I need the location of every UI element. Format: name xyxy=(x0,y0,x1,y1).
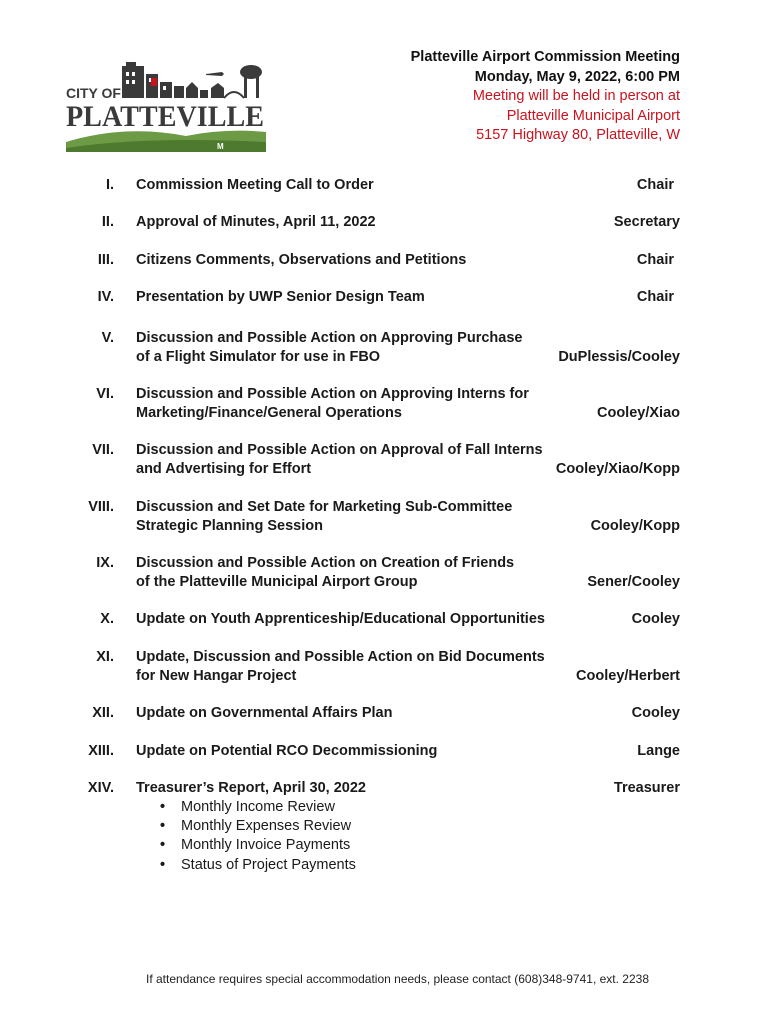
agenda-item-number: VIII. xyxy=(88,499,114,515)
agenda-item-number: XII. xyxy=(92,705,114,721)
agenda-item-title-line: Strategic Planning Session xyxy=(136,517,323,534)
city-logo xyxy=(66,62,266,152)
agenda-item-title-line: Marketing/Finance/General Operations xyxy=(136,404,402,421)
agenda-item-number: I. xyxy=(105,177,114,193)
agenda-item-title xyxy=(136,213,576,232)
agenda-item-title-line: Update on Youth Apprenticeship/Educational Opportunities xyxy=(136,611,545,627)
agenda-item-title xyxy=(136,176,576,195)
meeting-location-name: Platteville Municipal Airport xyxy=(506,107,680,124)
agenda-item-number: III. xyxy=(97,252,114,268)
agenda-item-number: VII. xyxy=(92,442,114,458)
agenda-item-title-line: Presentation by UWP Senior Design Team xyxy=(136,289,425,305)
bullet-icon: • xyxy=(160,818,166,835)
agenda-item-title-line: Discussion and Possible Action on Creation of Friends xyxy=(136,555,515,571)
meeting-location-note: Meeting will be held in person at xyxy=(472,88,680,104)
agenda-item-presenter: Chair xyxy=(636,252,674,268)
agenda-item-number: II. xyxy=(101,214,114,230)
agenda-item-presenter: Chair xyxy=(636,177,674,193)
agenda-item-title xyxy=(136,288,576,307)
agenda-item-number: XIII. xyxy=(88,743,114,759)
agenda-item-presenter: Chair xyxy=(636,289,674,305)
list-item-text: Monthly Expenses Review xyxy=(181,818,352,835)
agenda-item-presenter: Lange xyxy=(637,743,680,759)
meeting-datetime: Monday, May 9, 2022, 6:00 PM xyxy=(474,68,680,85)
agenda-item-title-line: Citizens Comments, Observations and Petitions xyxy=(136,252,467,268)
agenda-item-presenter: Cooley xyxy=(631,611,680,627)
agenda-item-title-line: of the Platteville Municipal Airport Group xyxy=(136,573,418,590)
agenda-item-title xyxy=(136,498,576,535)
agenda-item-title xyxy=(136,610,576,629)
agenda-item-presenter: DuPlessis/Cooley xyxy=(558,348,680,365)
list-item xyxy=(160,817,356,836)
list-item xyxy=(160,856,356,875)
agenda-item-title-line: Discussion and Possible Action on Approval of Fall Interns xyxy=(136,442,543,458)
list-item-text: Monthly Invoice Payments xyxy=(181,837,351,854)
agenda-item-presenter: Treasurer xyxy=(613,780,680,796)
bullet-icon: • xyxy=(160,837,166,854)
agenda-item-presenter: Sener/Cooley xyxy=(587,573,680,590)
agenda-item-title-line: Commission Meeting Call to Order xyxy=(136,177,374,193)
agenda-item-title-line: Discussion and Possible Action on Approving Interns for xyxy=(136,386,529,402)
agenda-item-number: IV. xyxy=(97,289,114,305)
agenda-item-title xyxy=(136,742,576,761)
agenda-item-title-line: Update, Discussion and Possible Action on Bid Documents xyxy=(136,649,545,665)
agenda-item-title-line: Treasurer’s Report, April 30, 2022 xyxy=(136,780,366,796)
agenda-item-number: XIV. xyxy=(87,780,114,796)
agenda-item-title-line: Discussion and Set Date for Marketing Sub-Committee xyxy=(136,499,513,515)
agenda-item-title-line: Update on Potential RCO Decommissioning xyxy=(136,743,438,759)
agenda-item-number: IX. xyxy=(96,555,114,571)
agenda-item-presenter: Cooley/Herbert xyxy=(576,667,680,684)
agenda-item-presenter: Cooley xyxy=(631,705,680,721)
agenda-item-title xyxy=(136,441,576,478)
treasurer-report-list xyxy=(160,798,356,875)
agenda-item-title xyxy=(136,385,576,422)
meeting-location-address: 5157 Highway 80, Platteville, W xyxy=(476,127,680,143)
agenda-item-title xyxy=(136,554,576,591)
accommodation-notice: If attendance requires special accommodation needs, please contact (608)348-9741, ext. 2238 xyxy=(146,972,649,986)
logo-mark: M xyxy=(217,142,224,151)
list-item xyxy=(160,798,356,817)
logo-city-of: CITY OF xyxy=(66,85,121,101)
logo-wordmark: PLATTEVILLE xyxy=(66,100,264,133)
agenda-item-presenter: Cooley/Xiao/Kopp xyxy=(555,460,680,477)
list-item xyxy=(160,836,356,855)
agenda-item-title-line: and Advertising for Effort xyxy=(136,460,312,477)
agenda-item-presenter: Cooley/Kopp xyxy=(590,517,680,534)
platteville-logo-graphic xyxy=(66,62,266,152)
bullet-icon: • xyxy=(160,856,166,873)
agenda-item-title xyxy=(136,329,576,366)
bullet-icon: • xyxy=(160,799,166,815)
agenda-item-title-line: Discussion and Possible Action on Approving Purchase xyxy=(136,330,523,346)
agenda-item-title xyxy=(136,704,576,723)
meeting-header xyxy=(411,48,680,146)
agenda-item-title-line: Approval of Minutes, April 11, 2022 xyxy=(136,214,376,230)
list-item-text: Monthly Income Review xyxy=(181,799,335,815)
agenda-item-title-line: of a Flight Simulator for use in FBO xyxy=(136,348,381,365)
agenda-item-presenter: Cooley/Xiao xyxy=(597,404,680,421)
agenda-item-number: V. xyxy=(101,330,114,346)
agenda-item-presenter: Secretary xyxy=(613,214,680,230)
agenda-item-title-line: for New Hangar Project xyxy=(136,667,297,684)
agenda-item-title xyxy=(136,648,576,685)
agenda-item-title xyxy=(136,779,576,798)
agenda-item-title xyxy=(136,251,576,270)
meeting-title: Platteville Airport Commission Meeting xyxy=(410,49,680,65)
agenda-item-number: X. xyxy=(100,611,114,627)
agenda-item-number: XI. xyxy=(96,649,114,665)
agenda-item-number: VI. xyxy=(96,386,114,402)
list-item-text: Status of Project Payments xyxy=(181,856,356,873)
agenda-item-title-line: Update on Governmental Affairs Plan xyxy=(136,705,393,721)
